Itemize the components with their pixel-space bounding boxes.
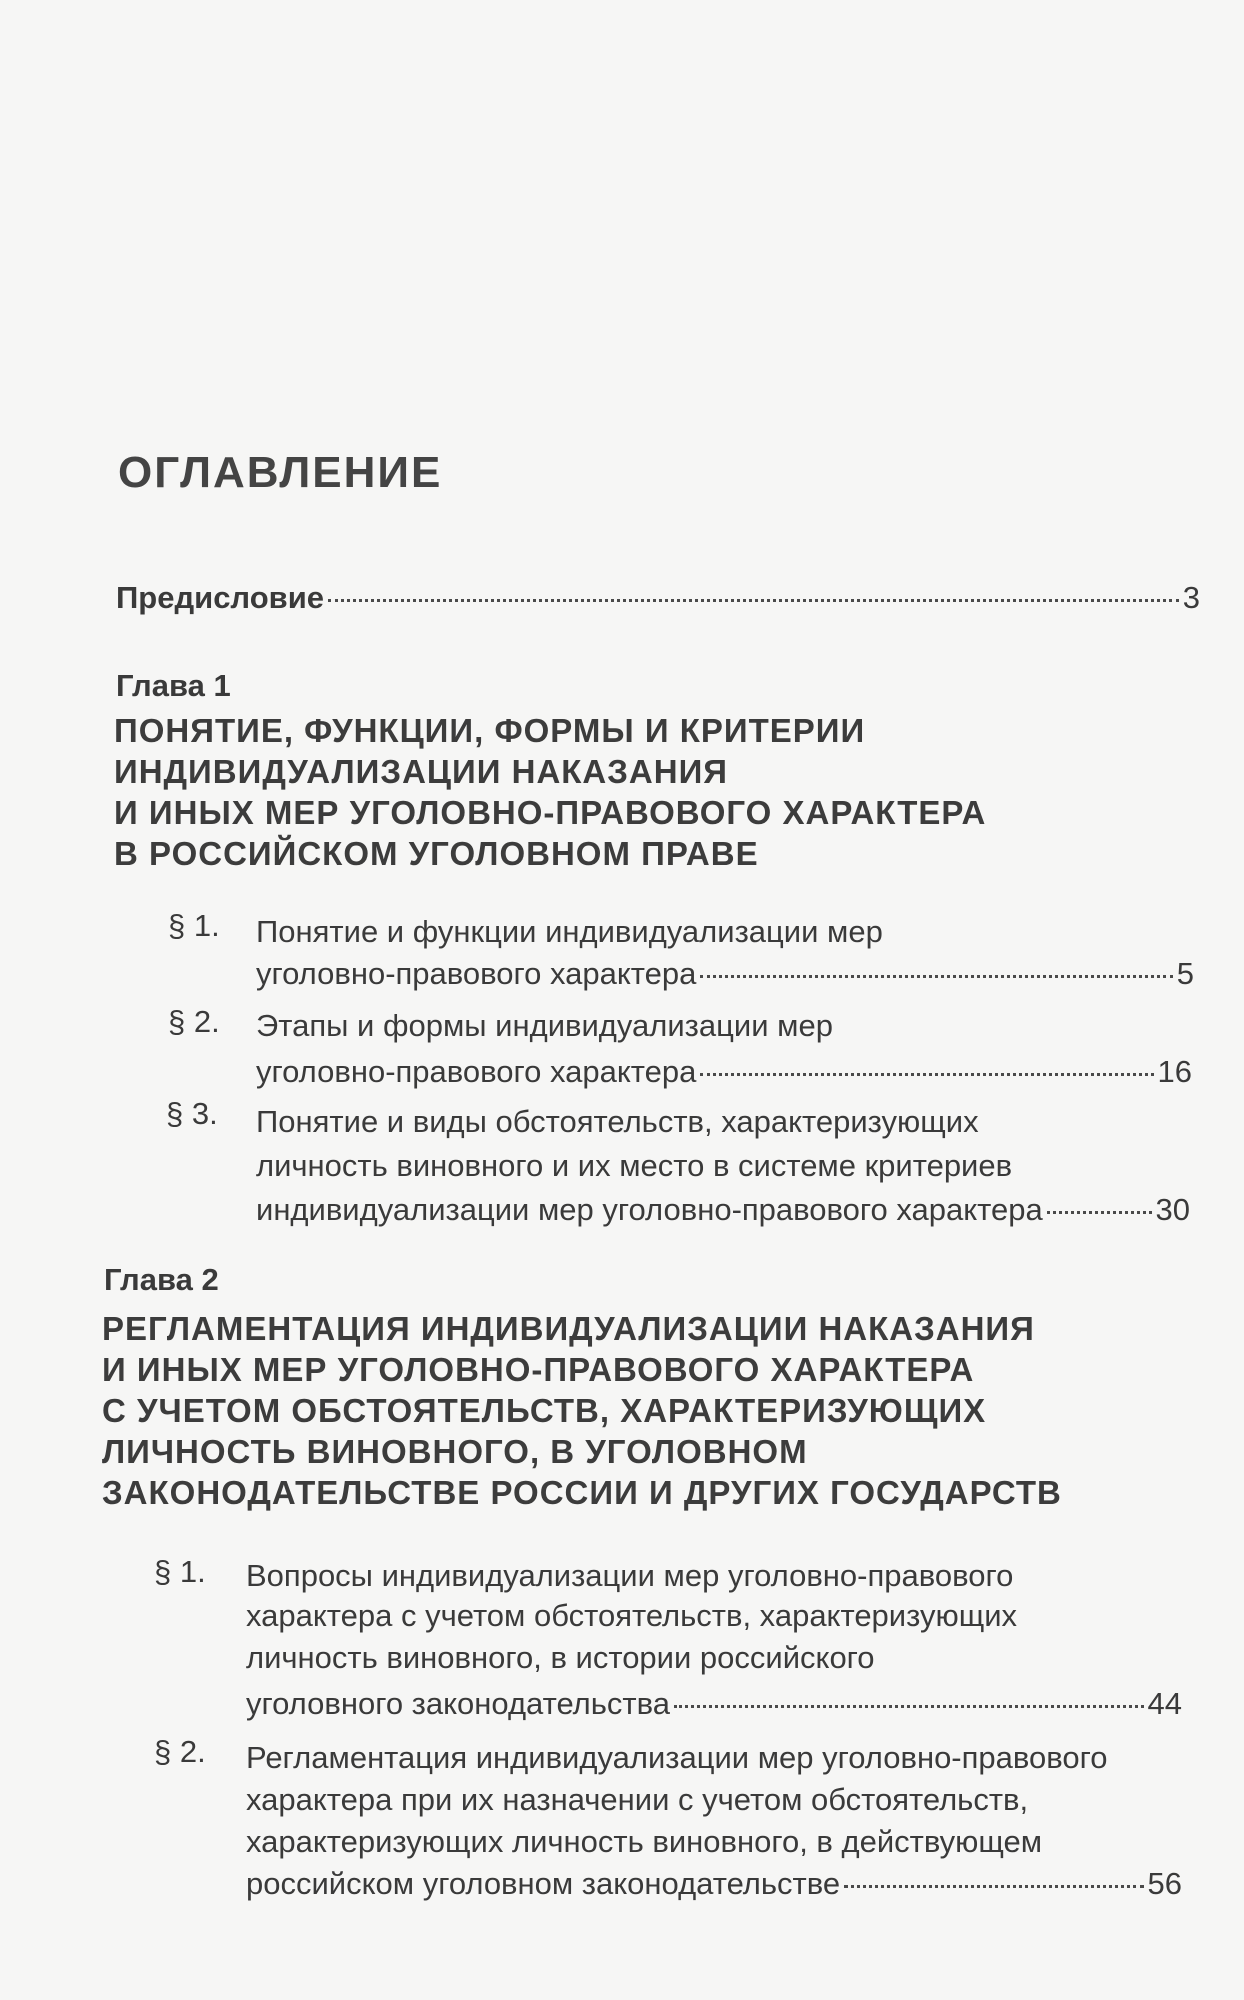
section-title-line: Вопросы индивидуализации мер уголовно-правового (246, 1558, 1014, 1593)
preface-label: Предисловие (116, 580, 325, 615)
section-title-line: Регламентация индивидуализации мер уголовно-правового (246, 1740, 1108, 1775)
page-title: ОГЛАВЛЕНИЕ (118, 448, 443, 497)
section-title-line: уголовного законодательства (246, 1686, 670, 1721)
page-number: 30 (1155, 1192, 1190, 1227)
chapter-title-line: ЛИЧНОСТЬ ВИНОВНОГО, В УГОЛОВНОМ (102, 1433, 808, 1470)
section-number: § 2. (168, 1004, 220, 1039)
section-title-line: характеризующих личность виновного, в действующем (246, 1824, 1043, 1859)
page-number: 16 (1157, 1054, 1192, 1089)
leader-dots (1047, 1211, 1152, 1214)
leader-dots (674, 1705, 1144, 1708)
section-number: § 3. (166, 1096, 218, 1131)
section-number: § 2. (154, 1734, 206, 1769)
section-number: § 1. (154, 1554, 206, 1589)
chapter-title-line: И ИНЫХ МЕР УГОЛОВНО-ПРАВОВОГО ХАРАКТЕРА (102, 1351, 975, 1388)
section-title-line: личность виновного и их место в системе критериев (256, 1148, 1013, 1183)
toc-entry-ch1-sec3[interactable] (256, 1190, 1190, 1230)
section-title-line: уголовно-правового характера (256, 956, 697, 991)
chapter-label: Глава 1 (116, 668, 231, 703)
section-title-line: Этапы и формы индивидуализации мер (256, 1008, 833, 1043)
section-title-line: Понятие и функции индивидуализации мер (256, 914, 883, 949)
leader-dots (328, 599, 1179, 602)
leader-dots (700, 975, 1172, 978)
leader-dots (700, 1073, 1153, 1076)
section-title-line: характера с учетом обстоятельств, характеризующих (246, 1598, 1018, 1633)
section-title-line: Понятие и виды обстоятельств, характеризующих (256, 1104, 979, 1139)
section-number: § 1. (168, 908, 220, 943)
leader-dots (844, 1885, 1143, 1888)
chapter-title-line: И ИНЫХ МЕР УГОЛОВНО-ПРАВОВОГО ХАРАКТЕРА (114, 794, 987, 831)
chapter-title-line: В РОССИЙСКОМ УГОЛОВНОМ ПРАВЕ (114, 835, 759, 872)
chapter-label: Глава 2 (104, 1262, 219, 1297)
toc-entry-preface[interactable] (116, 578, 1200, 618)
page-number: 44 (1147, 1686, 1182, 1721)
section-title-line: индивидуализации мер уголовно-правового характера (256, 1192, 1043, 1227)
section-title-line: характера при их назначении с учетом обстоятельств, (246, 1782, 1029, 1817)
chapter-title-line: РЕГЛАМЕНТАЦИЯ ИНДИВИДУАЛИЗАЦИИ НАКАЗАНИЯ (102, 1310, 1035, 1347)
chapter-title-line: С УЧЕТОМ ОБСТОЯТЕЛЬСТВ, ХАРАКТЕРИЗУЮЩИХ (102, 1392, 987, 1429)
page-number: 3 (1182, 580, 1200, 615)
section-title-line: уголовно-правового характера (256, 1054, 697, 1089)
chapter-title (114, 710, 986, 874)
page-number: 5 (1176, 956, 1194, 991)
toc-entry-ch1-sec2[interactable] (256, 1052, 1192, 1092)
chapter-title-line: ИНДИВИДУАЛИЗАЦИИ НАКАЗАНИЯ (114, 753, 729, 790)
toc-entry-ch2-sec2[interactable] (246, 1864, 1182, 1904)
section-title-line: личность виновного, в истории российского (246, 1640, 875, 1675)
section-title-line: российском уголовном законодательстве (246, 1866, 841, 1901)
chapter-title (102, 1308, 1062, 1513)
toc-entry-ch2-sec1[interactable] (246, 1684, 1182, 1724)
page-number: 56 (1147, 1866, 1182, 1901)
chapter-title-line: ЗАКОНОДАТЕЛЬСТВЕ РОССИИ И ДРУГИХ ГОСУДАРСТВ (102, 1474, 1062, 1511)
toc-entry-ch1-sec1[interactable] (256, 954, 1194, 994)
chapter-title-line: ПОНЯТИЕ, ФУНКЦИИ, ФОРМЫ И КРИТЕРИИ (114, 712, 866, 749)
